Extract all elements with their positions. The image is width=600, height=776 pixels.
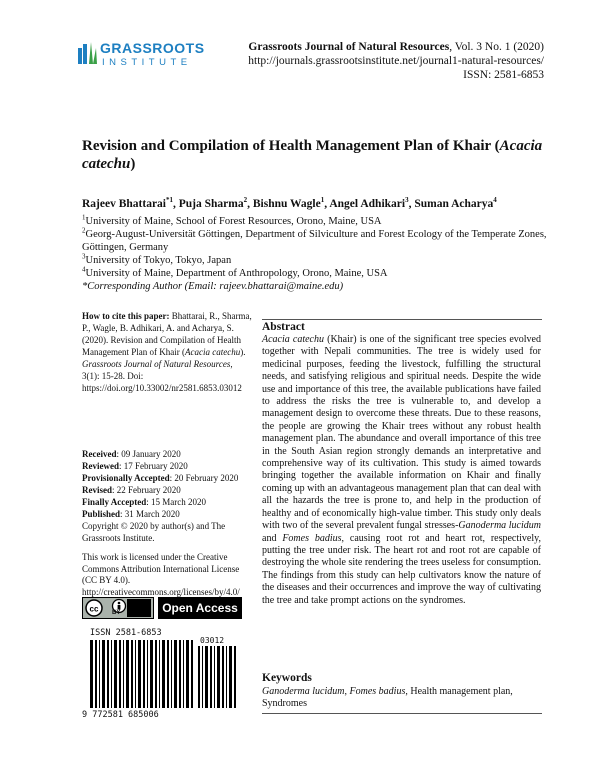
affiliations — [82, 215, 552, 293]
logo-subtitle: INSTITUTE — [102, 57, 192, 68]
license-info — [82, 552, 252, 598]
publisher-logo — [78, 38, 208, 74]
journal-volume: , Vol. 3 No. 1 (2020) — [449, 41, 544, 53]
author-affiliation-marker: 4 — [493, 196, 497, 205]
how-to-cite: How to cite this paper: Bhattarai, R., Sharma, P., Wagle, B. Adhikari, A. and Acharya, S. (2020). Revision and Compilation of Health Management Plan of Khair (Acacia catechu). Grassroots Journal of Natural Resources, 3(1): 15-28. Doi: https://doi.org/10.33002/nr2581.6853.03012 — [82, 311, 252, 393]
cc-by-label: BY — [112, 610, 121, 616]
keywords-heading: Keywords — [262, 672, 312, 684]
license-text: This work is licensed under the Creative Commons Attribution International License (CC BY 4.0). — [82, 552, 240, 585]
keywords-bottom-rule — [262, 713, 542, 714]
barcode-digits: 9 772581 685006 — [82, 710, 159, 720]
affiliation-item: $^1$University of Maine, School of Forest Resources, Orono, Maine, USA — [82, 213, 382, 227]
affiliation-item: $^3$University of Tokyo, Tokyo, Japan — [82, 252, 232, 266]
author-affiliation-marker: 3 — [405, 196, 409, 205]
journal-name: Grassroots Journal of Natural Resources — [248, 41, 450, 53]
author-name: Angel Adhikari — [329, 198, 406, 210]
author-name: Suman Acharya — [414, 198, 494, 210]
cc-by-badge[interactable] — [82, 597, 154, 619]
barcode-issn: ISSN 2581-6853 — [90, 628, 162, 638]
grass-logo-icon — [78, 40, 98, 64]
issn-barcode — [82, 628, 242, 748]
paper-title: Revision and Compilation of Health Management Plan of Khair (Acacia catechu) — [82, 138, 543, 172]
abstract-top-rule — [262, 319, 542, 320]
affiliation-item: $^4$University of Maine, Department of Anthropology, Orono, Maine, USA — [82, 265, 388, 279]
date-row: Published: 31 March 2020 — [82, 509, 180, 519]
license-url[interactable]: http://creativecommons.org/licenses/by/4.0/ — [82, 586, 240, 597]
journal-url[interactable]: http://journals.grassrootsinstitute.net/journal1-natural-resources/ — [248, 55, 544, 67]
date-row: Provisionally Accepted: 20 February 2020 — [82, 473, 239, 483]
author-name: Bishnu Wagle — [252, 198, 321, 210]
author-affiliation-marker: *1 — [166, 196, 173, 205]
title-species: Acacia catechu — [82, 138, 543, 172]
barcode-main-icon — [90, 640, 194, 708]
license-badges — [82, 597, 242, 619]
author-affiliation-marker: 2 — [243, 196, 248, 205]
svg-text:cc: cc — [89, 604, 99, 614]
copyright: Copyright © 2020 by author(s) and The Grassroots Institute. — [82, 521, 226, 543]
open-access-badge[interactable]: Open Access — [158, 597, 242, 619]
barcode-addon-icon — [198, 646, 238, 708]
cite-label: How to cite this paper: — [82, 311, 170, 321]
logo-name: GRASSROOTS — [100, 40, 205, 56]
article-dates — [82, 448, 262, 544]
author-name: Rajeev Bhattarai — [82, 198, 166, 210]
abstract-heading: Abstract — [262, 321, 305, 333]
journal-header — [248, 40, 544, 82]
affiliation-item: $^2$Georg-August-Universität Göttingen, Department of Silviculture and Forest Ecology of the Temperate Zones, Göttingen, Germany — [82, 226, 547, 253]
date-row: Revised: 22 February 2020 — [82, 485, 181, 495]
abstract-text: Acacia catechu (Khair) is one of the significant tree species evolved together with Nepali communities. The tree is widely used for medicinal purposes, feeding the livestock, fulfilling the structural needs, and satisfying religious and spiritual needs. Despite the wide use and importance of this tree, the available publications have failed to address the risks the tree is vulnerable to, and develop a management design to overcome these threats. Due to these reasons, the people are growing the Khair trees without any robust health management plan. The abundance and overall importance of this tree in the South Asian region strongly demands an interpretative and comprehensive way of its cultivation. This study is aimed towards bringing together the available information on Khair and finally coming up with an advantageous management plan that can deal with all the hazards the tree is prone to, and help in the production of healthy and of economically high-value timber. This study only deals with two of the several prevalent fungal stresses-Ganoderma lucidum and Fomes badius, causing root rot and heart rot, respectively, putting the tree under risk. The heart rot and root rot are capable of destroying the whole site rendering the trees useless for consumption. The findings from this study can help cultivators know the nature of the diseases and their occurrences and improve the way of cultivating the tree and take prompt actions on the syndromes. — [262, 334, 541, 606]
date-row: Finally Accepted: 15 March 2020 — [82, 497, 206, 507]
journal-issn: ISSN: 2581-6853 — [463, 69, 544, 81]
barcode-issue: 03012 — [200, 636, 225, 645]
author-list: Rajeev Bhattarai$^{*1}$, Puja Sharma$^2$, Bishnu Wagle$^1$, Angel Adhikari$^3$, Suman Acharya$^4$ — [82, 196, 497, 210]
author-affiliation-marker: 1 — [320, 196, 325, 205]
date-row: Reviewed: 17 February 2020 — [82, 461, 188, 471]
author-name: Puja Sharma — [178, 198, 244, 210]
corresponding-author: *Corresponding Author (Email: rajeev.bhattarai@maine.edu) — [82, 281, 344, 292]
date-row: Received: 09 January 2020 — [82, 449, 181, 459]
keywords-text: Ganoderma lucidum, Fomes badius, Health management plan, Syndromes — [262, 686, 513, 710]
